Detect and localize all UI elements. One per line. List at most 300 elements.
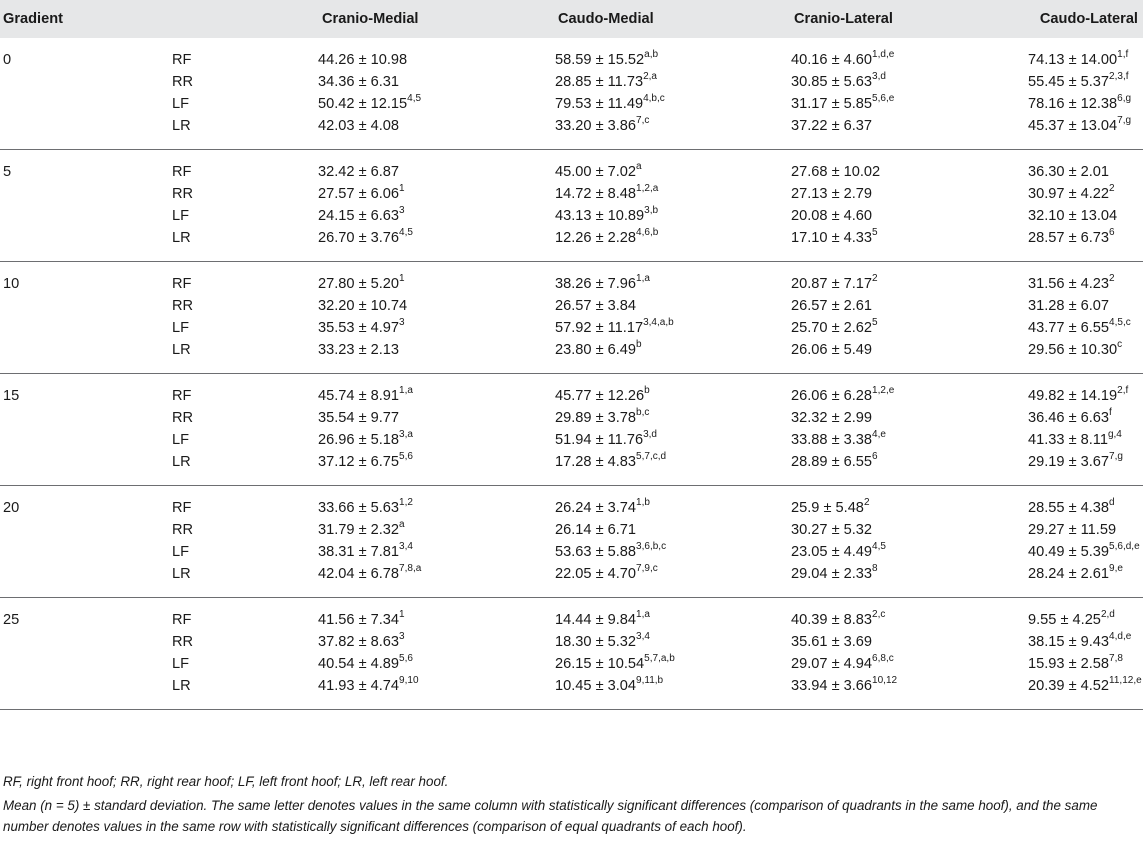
significance-superscript: a,b [644,49,659,61]
gradient-cell [0,93,172,115]
caudo-medial-cell [550,519,786,541]
value-text: 55.45 ± 5.37 [1028,74,1110,90]
significance-superscript: 5,6,d,e [1109,541,1140,553]
gradient-cell [0,563,172,598]
cranio-medial-cell [314,486,550,520]
value-text: 38.31 ± 7.81 [318,544,400,560]
value-text: 14.72 ± 8.48 [555,186,637,202]
value-text: 29.04 ± 2.33 [791,566,873,582]
gradient-cell [0,227,172,262]
table-row [0,227,1143,262]
significance-superscript: 2,c [872,609,886,621]
value-text: 26.96 ± 5.18 [318,432,400,448]
significance-superscript: 6,8,c [872,653,894,665]
value-text: 33.94 ± 3.66 [791,678,873,694]
significance-superscript: 7,9,c [636,563,658,575]
value-text: 33.88 ± 3.38 [791,432,873,448]
significance-superscript: 2 [863,497,870,509]
hoof-cell: LR [172,566,191,582]
significance-superscript: 4,6,b [636,227,659,239]
significance-superscript: 5,7,a,b [644,653,675,665]
hoof-cell: RF [172,388,192,404]
significance-superscript: 6 [1109,227,1115,239]
caudo-medial-cell [550,262,786,296]
cranio-lateral-cell [786,631,1028,653]
value-text: 34.36 ± 6.31 [318,74,400,90]
significance-superscript: b,c [636,407,650,419]
caudo-lateral-cell [1028,227,1143,262]
footnote-explanation: Mean (n = 5) ± standard deviation. The same letter denotes values in the same column with statistically significant differences (comparison of quadrants in the same hoof), and the same number denotes values in the same row with statistically significant differences (comparison of equal quadrants of each hoof). [3,798,1098,834]
value-text: 15.93 ± 2.58 [1028,656,1110,672]
caudo-lateral-cell [1028,519,1143,541]
caudo-lateral-cell [1028,541,1143,563]
table-row [0,150,1143,184]
cranio-lateral-cell [786,675,1028,710]
significance-superscript: 11,12,e [1109,675,1142,687]
table-row [0,675,1143,710]
hoof-cell: LF [172,544,190,560]
cranio-medial-cell [314,262,550,296]
table-row [0,38,1143,71]
value-text: 29.27 ± 11.59 [1028,522,1117,538]
cranio-lateral-cell [786,93,1028,115]
caudo-lateral-cell [1028,317,1143,339]
value-text: 29.56 ± 10.30 [1028,342,1118,358]
cranio-medial-cell [314,519,550,541]
significance-superscript: 4,5,c [1109,317,1131,329]
value-text: 25.70 ± 2.62 [791,320,873,336]
cranio-medial-cell [314,115,550,150]
cranio-lateral-cell [786,541,1028,563]
header-gradient: Gradient [3,11,64,27]
cranio-lateral-cell [786,183,1028,205]
header-cranio-lateral: Cranio-Lateral [794,11,893,27]
table-row [0,486,1143,520]
value-text: 9.55 ± 4.25 [1028,612,1101,628]
cranio-lateral-cell [786,598,1028,632]
value-text: 14.44 ± 9.84 [555,612,637,628]
cranio-lateral-cell [786,563,1028,598]
gradient-cell [0,675,172,710]
value-text: 44.26 ± 10.98 [318,52,408,68]
significance-superscript: 8 [872,563,878,575]
value-text: 41.56 ± 7.34 [318,612,400,628]
significance-superscript: 1 [399,609,405,621]
significance-superscript: 4,b,c [643,93,665,105]
cranio-lateral-cell [786,317,1028,339]
value-text: 29.19 ± 3.67 [1028,454,1110,470]
significance-superscript: g,4 [1107,429,1122,441]
value-text: 27.13 ± 2.79 [791,186,873,202]
hoof-cell: RR [172,522,194,538]
significance-superscript: 4,e [872,429,886,441]
cranio-medial-cell [314,93,550,115]
table-row [0,631,1143,653]
value-text: 38.15 ± 9.43 [1028,634,1110,650]
caudo-medial-cell [550,339,786,374]
significance-superscript: 7,8 [1109,653,1123,665]
significance-superscript: 5 [872,317,878,329]
hoof-cell: LF [172,208,190,224]
table-row [0,71,1143,93]
value-text: 50.42 ± 12.15 [318,96,408,112]
value-text: 51.94 ± 11.76 [555,432,644,448]
caudo-medial-cell [550,317,786,339]
hoof-cell: RR [172,186,194,202]
significance-superscript: 3,4 [636,631,650,643]
value-text: 25.9 ± 5.48 [791,500,864,516]
significance-superscript: 2,d [1100,609,1115,621]
value-text: 29.07 ± 4.94 [791,656,873,672]
hoof-cell: RF [172,164,192,180]
caudo-lateral-cell [1028,295,1143,317]
table-row [0,541,1143,563]
header-caudo-lateral: Caudo-Lateral [1039,11,1138,27]
value-text: 45.77 ± 12.26 [555,388,645,404]
caudo-medial-cell [550,150,786,184]
value-text: 30.85 ± 5.63 [791,74,873,90]
hoof-cell: LR [172,230,191,246]
significance-superscript: 4,d,e [1109,631,1132,643]
table-row [0,598,1143,632]
caudo-lateral-cell [1028,374,1143,408]
significance-superscript: 2 [1109,183,1115,195]
caudo-medial-cell [550,486,786,520]
gradient-cell [0,407,172,429]
value-text: 30.27 ± 5.32 [791,522,873,538]
significance-superscript: 7,g [1117,115,1132,127]
significance-superscript: 9,10 [399,675,419,687]
value-text: 31.28 ± 6.07 [1028,298,1110,314]
hoof-cell: RF [172,52,192,68]
significance-superscript: f [1109,407,1112,419]
value-text: 35.53 ± 4.97 [318,320,400,336]
cranio-lateral-cell [786,150,1028,184]
significance-superscript: 5,7,c,d [636,451,667,463]
table-row [0,93,1143,115]
gradient-cell [0,429,172,451]
table-row [0,295,1143,317]
value-text: 74.13 ± 14.00 [1028,52,1118,68]
value-text: 31.79 ± 2.32 [318,522,400,538]
caudo-lateral-cell [1028,598,1143,632]
cranio-lateral-cell [786,115,1028,150]
hoof-cell: RF [172,612,192,628]
value-text: 20.08 ± 4.60 [791,208,873,224]
value-text: 17.10 ± 4.33 [791,230,873,246]
significance-superscript: 1,a [636,273,650,285]
hoof-cell: LR [172,342,191,358]
gradient-cell: 25 [3,612,20,628]
value-text: 26.24 ± 3.74 [555,500,637,516]
table-body [0,38,1143,710]
significance-superscript: 7,g [1109,451,1123,463]
value-text: 26.15 ± 10.54 [555,656,645,672]
hoof-cell: LR [172,454,191,470]
caudo-lateral-cell [1028,631,1143,653]
value-text: 37.22 ± 6.37 [791,118,873,134]
value-text: 57.92 ± 11.17 [555,320,644,336]
significance-superscript: 3 [399,631,405,643]
caudo-lateral-cell [1028,675,1143,710]
value-text: 30.97 ± 4.22 [1028,186,1110,202]
significance-superscript: 1,2,e [872,385,895,397]
value-text: 26.57 ± 3.84 [555,298,637,314]
significance-superscript: 3 [399,205,405,217]
cranio-medial-cell [314,451,550,486]
caudo-lateral-cell [1028,93,1143,115]
value-text: 41.93 ± 4.74 [318,678,400,694]
value-text: 29.89 ± 3.78 [555,410,637,426]
caudo-lateral-cell [1028,205,1143,227]
cranio-lateral-cell [786,374,1028,408]
caudo-lateral-cell [1028,451,1143,486]
cranio-medial-cell [314,295,550,317]
caudo-medial-cell [550,598,786,632]
caudo-lateral-cell [1028,486,1143,520]
value-text: 45.00 ± 7.02 [555,164,637,180]
hoof-cell: RR [172,410,194,426]
value-text: 22.05 ± 4.70 [555,566,637,582]
value-text: 38.26 ± 7.96 [555,276,637,292]
gradient-cell [0,205,172,227]
significance-superscript: 2 [1109,273,1115,285]
table-row [0,653,1143,675]
significance-superscript: 5 [872,227,878,239]
caudo-medial-cell [550,93,786,115]
gradient-cell [0,339,172,374]
cranio-medial-cell [314,653,550,675]
caudo-lateral-cell [1028,429,1143,451]
caudo-medial-cell [550,115,786,150]
cranio-medial-cell [314,598,550,632]
value-text: 78.16 ± 12.38 [1028,96,1118,112]
significance-superscript: 1,2 [399,497,413,509]
gradient-cell: 0 [3,52,12,68]
value-text: 40.16 ± 4.60 [791,52,873,68]
significance-superscript: a [636,161,642,173]
cranio-medial-cell [314,227,550,262]
value-text: 28.85 ± 11.73 [555,74,644,90]
cranio-lateral-cell [786,519,1028,541]
value-text: 31.56 ± 4.23 [1028,276,1110,292]
caudo-lateral-cell [1028,653,1143,675]
significance-superscript: 1,a [399,385,413,397]
significance-superscript: b [636,339,642,351]
cranio-lateral-cell [786,407,1028,429]
significance-superscript: 1,a [636,609,650,621]
value-text: 35.54 ± 9.77 [318,410,400,426]
value-text: 40.54 ± 4.89 [318,656,400,672]
significance-superscript: 4,5 [399,227,413,239]
table-footnotes [3,771,1139,837]
table-row [0,563,1143,598]
value-text: 33.66 ± 5.63 [318,500,400,516]
table-row [0,262,1143,296]
caudo-medial-cell [550,563,786,598]
table-row [0,519,1143,541]
table-row [0,205,1143,227]
significance-superscript: 1 [399,183,405,195]
significance-superscript: 2 [872,273,878,285]
table-row [0,317,1143,339]
value-text: 17.28 ± 4.83 [555,454,637,470]
caudo-medial-cell [550,183,786,205]
significance-superscript: 2,3,f [1109,71,1129,83]
header-caudo-medial: Caudo-Medial [558,11,654,27]
caudo-medial-cell [550,451,786,486]
significance-superscript: a [399,519,405,531]
hoof-cell: LF [172,656,190,672]
value-text: 27.57 ± 6.06 [318,186,400,202]
significance-superscript: 1 [399,273,405,285]
cranio-lateral-cell [786,205,1028,227]
gradient-cell [0,653,172,675]
significance-superscript: 3,b [644,205,659,217]
caudo-medial-cell [550,407,786,429]
value-text: 41.33 ± 8.11 [1028,432,1108,448]
value-text: 24.15 ± 6.63 [318,208,400,224]
value-text: 26.57 ± 2.61 [791,298,873,314]
value-text: 79.53 ± 11.49 [555,96,644,112]
hoof-cell: RR [172,74,194,90]
cranio-lateral-cell [786,653,1028,675]
cranio-lateral-cell [786,227,1028,262]
caudo-medial-cell [550,541,786,563]
value-text: 27.80 ± 5.20 [318,276,400,292]
caudo-medial-cell [550,227,786,262]
value-text: 58.59 ± 15.52 [555,52,645,68]
table-row [0,339,1143,374]
value-text: 32.42 ± 6.87 [318,164,400,180]
value-text: 32.32 ± 2.99 [791,410,873,426]
value-text: 23.05 ± 4.49 [791,544,873,560]
significance-superscript: 9,11,b [636,675,664,687]
value-text: 28.24 ± 2.61 [1028,566,1110,582]
cranio-medial-cell [314,675,550,710]
cranio-medial-cell [314,563,550,598]
hoof-cell: LF [172,96,190,112]
hoof-cell: RF [172,276,192,292]
cranio-lateral-cell [786,486,1028,520]
caudo-lateral-cell [1028,339,1143,374]
value-text: 40.49 ± 5.39 [1028,544,1110,560]
table-row [0,429,1143,451]
caudo-lateral-cell [1028,262,1143,296]
value-text: 26.06 ± 5.49 [791,342,873,358]
value-text: 33.20 ± 3.86 [555,118,637,134]
cranio-medial-cell [314,71,550,93]
table-row [0,183,1143,205]
value-text: 10.45 ± 3.04 [555,678,637,694]
value-text: 37.12 ± 6.75 [318,454,400,470]
value-text: 26.70 ± 3.76 [318,230,400,246]
significance-superscript: 5,6 [399,653,413,665]
value-text: 20.87 ± 7.17 [791,276,873,292]
gradient-cell [0,631,172,653]
cranio-medial-cell [314,631,550,653]
gradient-cell [0,519,172,541]
value-text: 26.14 ± 6.71 [555,522,637,538]
value-text: 28.57 ± 6.73 [1028,230,1110,246]
value-text: 36.46 ± 6.63 [1028,410,1110,426]
cranio-lateral-cell [786,429,1028,451]
cranio-medial-cell [314,541,550,563]
significance-superscript: 9,e [1109,563,1123,575]
gradient-cell [0,115,172,150]
value-text: 53.63 ± 5.88 [555,544,637,560]
cranio-medial-cell [314,38,550,71]
significance-superscript: 1,b [636,497,650,509]
caudo-lateral-cell [1028,563,1143,598]
significance-superscript: 3,6,b,c [636,541,667,553]
significance-superscript: 5,6,e [872,93,895,105]
value-text: 31.17 ± 5.85 [791,96,873,112]
cranio-medial-cell [314,374,550,408]
significance-superscript: b [644,385,650,397]
significance-superscript: 7,c [636,115,650,127]
significance-superscript: 10,12 [872,675,898,687]
gradient-cell [0,317,172,339]
value-text: 23.80 ± 6.49 [555,342,637,358]
hoof-cell: RF [172,500,192,516]
cranio-medial-cell [314,317,550,339]
cranio-lateral-cell [786,38,1028,71]
significance-superscript: 4,5 [872,541,886,553]
significance-superscript: 2,f [1117,385,1129,397]
significance-superscript: d [1109,497,1115,509]
cranio-medial-cell [314,339,550,374]
caudo-medial-cell [550,631,786,653]
gradient-cell: 15 [3,388,20,404]
value-text: 37.82 ± 8.63 [318,634,400,650]
value-text: 33.23 ± 2.13 [318,342,400,358]
value-text: 45.74 ± 8.91 [318,388,400,404]
value-text: 43.77 ± 6.55 [1028,320,1110,336]
hoof-cell: LF [172,432,190,448]
caudo-medial-cell [550,429,786,451]
hoof-cell: LR [172,678,191,694]
significance-superscript: 3,4,a,b [643,317,674,329]
value-text: 28.89 ± 6.55 [791,454,873,470]
value-text: 20.39 ± 4.52 [1028,678,1110,694]
significance-superscript: 1,f [1117,49,1129,61]
value-text: 36.30 ± 2.01 [1028,164,1110,180]
value-text: 32.20 ± 10.74 [318,298,408,314]
table-row [0,374,1143,408]
gradient-cell: 10 [3,276,20,292]
caudo-lateral-cell [1028,115,1143,150]
gradient-cell [0,71,172,93]
caudo-medial-cell [550,205,786,227]
hoof-cell: RR [172,298,194,314]
value-text: 18.30 ± 5.32 [555,634,637,650]
header-cranio-medial: Cranio-Medial [322,11,419,27]
value-text: 42.04 ± 6.78 [318,566,400,582]
value-text: 42.03 ± 4.08 [318,118,400,134]
significance-superscript: 3,a [399,429,413,441]
value-text: 40.39 ± 8.83 [791,612,873,628]
value-text: 12.26 ± 2.28 [555,230,637,246]
caudo-medial-cell [550,295,786,317]
significance-superscript: 3 [399,317,405,329]
gradient-cell [0,541,172,563]
significance-superscript: 3,d [643,429,657,441]
significance-superscript: 2,a [643,71,657,83]
value-text: 35.61 ± 3.69 [791,634,873,650]
value-text: 49.82 ± 14.19 [1028,388,1118,404]
caudo-medial-cell [550,71,786,93]
